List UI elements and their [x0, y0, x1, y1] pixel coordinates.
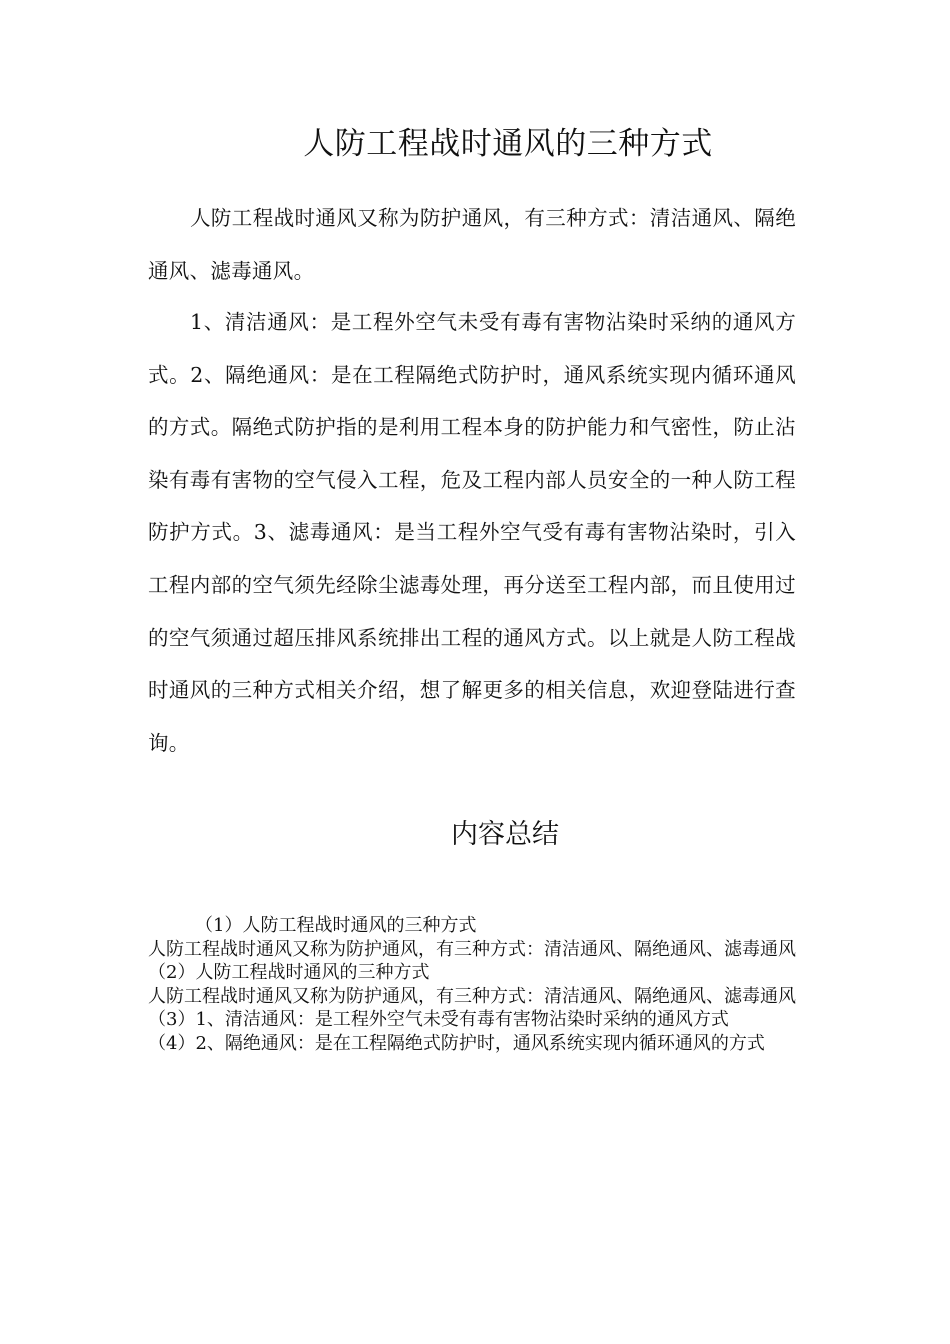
detail-paragraph: 1、清洁通风：是工程外空气未受有毒有害物沾染时采纳的通风方式。2、隔绝通风：是在工程隔绝式防护时，通风系统实现内循环通风的方式。隔绝式防护指的是利用工程本身的防护能力和气密性，防止沾染有毒有害物的空气侵入工程，危及工程内部人员安全的一种人防工程防护方式。3、滤毒通风：是当工程外空气受有毒有害物沾染时，引入工程内部的空气须先经除尘滤毒处理，再分送至工程内部，而且使用过的空气须通过超压排风系统排出工程的通风方式。以上就是人防工程战时通风的三种方式相关介绍，想了解更多的相关信息，欢迎登陆进行查询。 — [148, 310, 796, 755]
summary-line: （3）1、清洁通风：是工程外空气未受有毒有害物沾染时采纳的通风方式 — [148, 1009, 729, 1030]
summary-list — [148, 914, 800, 1055]
page-title: 人防工程战时通风的三种方式 — [303, 126, 713, 162]
summary-line: （4）2、隔绝通风：是在工程隔绝式防护时，通风系统实现内循环通风的方式 — [148, 1032, 765, 1054]
summary-title: 内容总结 — [451, 819, 559, 850]
summary-line: （1）人防工程战时通风的三种方式 — [195, 915, 477, 936]
intro-paragraph: 人防工程战时通风又称为防护通风，有三种方式：清洁通风、隔绝通风、滤毒通风。 — [148, 206, 796, 283]
summary-line: 人防工程战时通风又称为防护通风，有三种方式：清洁通风、隔绝通风、滤毒通风 — [148, 985, 796, 1007]
summary-line: （2）人防工程战时通风的三种方式 — [148, 962, 430, 983]
summary-line: 人防工程战时通风又称为防护通风，有三种方式：清洁通风、隔绝通风、滤毒通风 — [148, 938, 796, 960]
